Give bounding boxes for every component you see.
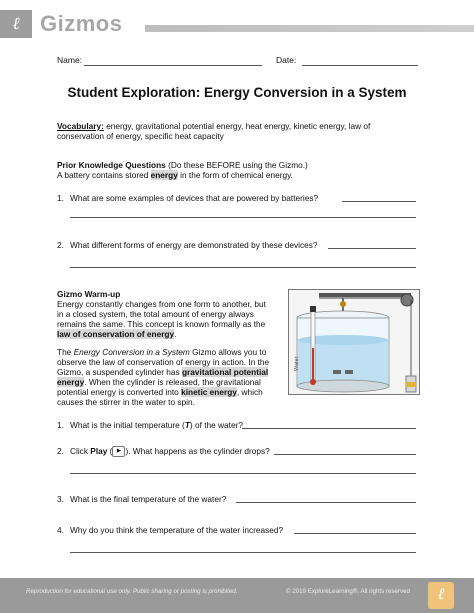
- gizmos-logo: [0, 10, 32, 38]
- wu-q4-answer-line[interactable]: [70, 552, 416, 553]
- wu-q1-a: What is the initial temperature (: [70, 420, 185, 430]
- wu-q1-c: ) of the water?: [189, 420, 243, 430]
- gizmo-apparatus-figure: [288, 289, 420, 395]
- pk-q1-answer-line[interactable]: [70, 217, 416, 218]
- wu-q4-text: Why do you think the temperature of the water increased?: [70, 525, 284, 535]
- wu-q2-answer-inline[interactable]: [274, 454, 416, 455]
- wu-q4-number: 4.: [57, 525, 64, 535]
- wu-q2-text: [70, 446, 270, 457]
- pk-q2-number: 2.: [57, 240, 64, 250]
- warmup-p2-line4: [57, 377, 261, 387]
- prior-knowledge-title: Prior Knowledge Questions: [57, 160, 166, 170]
- pk-q2-answer-inline[interactable]: [328, 248, 416, 249]
- name-label: Name:: [57, 55, 83, 65]
- wu-q1-number: 1.: [57, 420, 64, 430]
- warmup-p1-line4: [57, 329, 176, 339]
- wu-q1-text: [70, 420, 243, 430]
- law-of-conservation-highlight: law of conservation of energy: [57, 329, 175, 339]
- vocabulary-line-1: [57, 121, 370, 131]
- wu-q3-answer-inline[interactable]: [236, 502, 416, 503]
- vocabulary-label: Vocabulary:: [57, 121, 104, 131]
- prior-knowledge-intro: [57, 170, 293, 180]
- pk-q1-number: 1.: [57, 193, 64, 203]
- p2-text-c: Gizmo allows you to: [189, 347, 267, 357]
- wu-q2-answer-line[interactable]: [70, 473, 416, 474]
- corner-logo: [428, 582, 454, 609]
- logo-glyph: ℓ: [12, 14, 20, 34]
- intro-text-c: in the form of chemical energy.: [177, 170, 293, 180]
- period: .: [174, 329, 177, 339]
- header-band: [145, 25, 474, 32]
- footer-reproduction-note: Reproduction for educational use only. Public sharing or posting is prohibited.: [26, 588, 238, 595]
- wu-q2-d: ). What happens as the cylinder drops?: [125, 446, 270, 456]
- name-field[interactable]: [84, 65, 262, 66]
- wu-q2-c: (: [107, 446, 113, 456]
- pk-q2-answer-line[interactable]: [70, 267, 416, 268]
- page-header: [0, 0, 474, 44]
- wu-q3-number: 3.: [57, 494, 64, 504]
- energy-highlight: energy: [57, 377, 85, 387]
- wu-q4-answer-inline[interactable]: [294, 533, 416, 534]
- vocabulary-text-1: energy, gravitational potential energy, heat energy, kinetic energy, law of: [103, 121, 371, 131]
- date-field[interactable]: [302, 65, 418, 66]
- warmup-p2-line1: [57, 347, 266, 357]
- warmup-p1-line3: remains the same. This concept is known formally as the: [57, 319, 266, 329]
- wu-q3-text: What is the final temperature of the water?: [70, 494, 227, 504]
- p2-l5-end: , which: [236, 387, 263, 397]
- page-footer: [0, 578, 474, 613]
- vocabulary-line-2: conservation of energy, specific heat capacity: [57, 131, 224, 141]
- date-label: Date:: [276, 55, 297, 65]
- wu-q2-a: Click: [70, 446, 91, 456]
- brand-name: Gizmos: [40, 11, 123, 36]
- pk-q2-text: What different forms of energy are demonstrated by these devices?: [70, 240, 318, 250]
- warmup-heading: Gizmo Warm-up: [57, 289, 121, 299]
- p2-text-a: The: [57, 347, 74, 357]
- warmup-p1-line1: Energy constantly changes from one form to another, but: [57, 299, 266, 309]
- p2-l3-text: Gizmo, a suspended cylinder has: [57, 367, 182, 377]
- pk-q1-answer-inline[interactable]: [342, 201, 416, 202]
- pk-q1-text: What are some examples of devices that are powered by batteries?: [70, 193, 319, 203]
- p2-l4-text: . When the cylinder is released, the gravitational: [84, 377, 261, 387]
- warmup-p2-line6: causes the stirrer in the water to spin.: [57, 397, 195, 407]
- gravitational-potential-highlight: gravitational potential: [181, 367, 269, 377]
- gizmo-title-italic: Energy Conversion in a System: [73, 347, 190, 357]
- corner-logo-glyph: ℓ: [437, 584, 445, 603]
- wu-q1-answer-inline[interactable]: [242, 428, 416, 429]
- apparatus-illustration: [289, 290, 419, 394]
- kinetic-energy-highlight: kinetic energy: [181, 387, 237, 397]
- footer-copyright: © 2019 ExploreLearning®. All rights reserved: [286, 588, 410, 595]
- prior-knowledge-note: (Do these BEFORE using the Gizmo.): [165, 160, 308, 170]
- intro-text-a: A battery contains stored: [57, 170, 151, 180]
- play-icon: ▶: [112, 446, 125, 457]
- play-label: Play: [90, 446, 108, 456]
- warmup-p2-line3: [57, 367, 268, 377]
- warmup-p2-line5: [57, 387, 263, 397]
- prior-knowledge-heading: [57, 160, 308, 170]
- warmup-p1-line2: in a closed system, the total amount of energy always: [57, 309, 254, 319]
- page-title: Student Exploration: Energy Conversion in a System: [67, 85, 407, 100]
- wu-q2-number: 2.: [57, 446, 64, 456]
- figure-water-label: Water: [294, 356, 300, 371]
- p2-l5-text: potential energy is converted into: [57, 387, 182, 397]
- wu-q1-T: T: [184, 420, 190, 430]
- intro-highlight-energy: energy: [150, 170, 178, 180]
- warmup-p2-line2: observe the law of conservation of energy in action. In the: [57, 357, 270, 367]
